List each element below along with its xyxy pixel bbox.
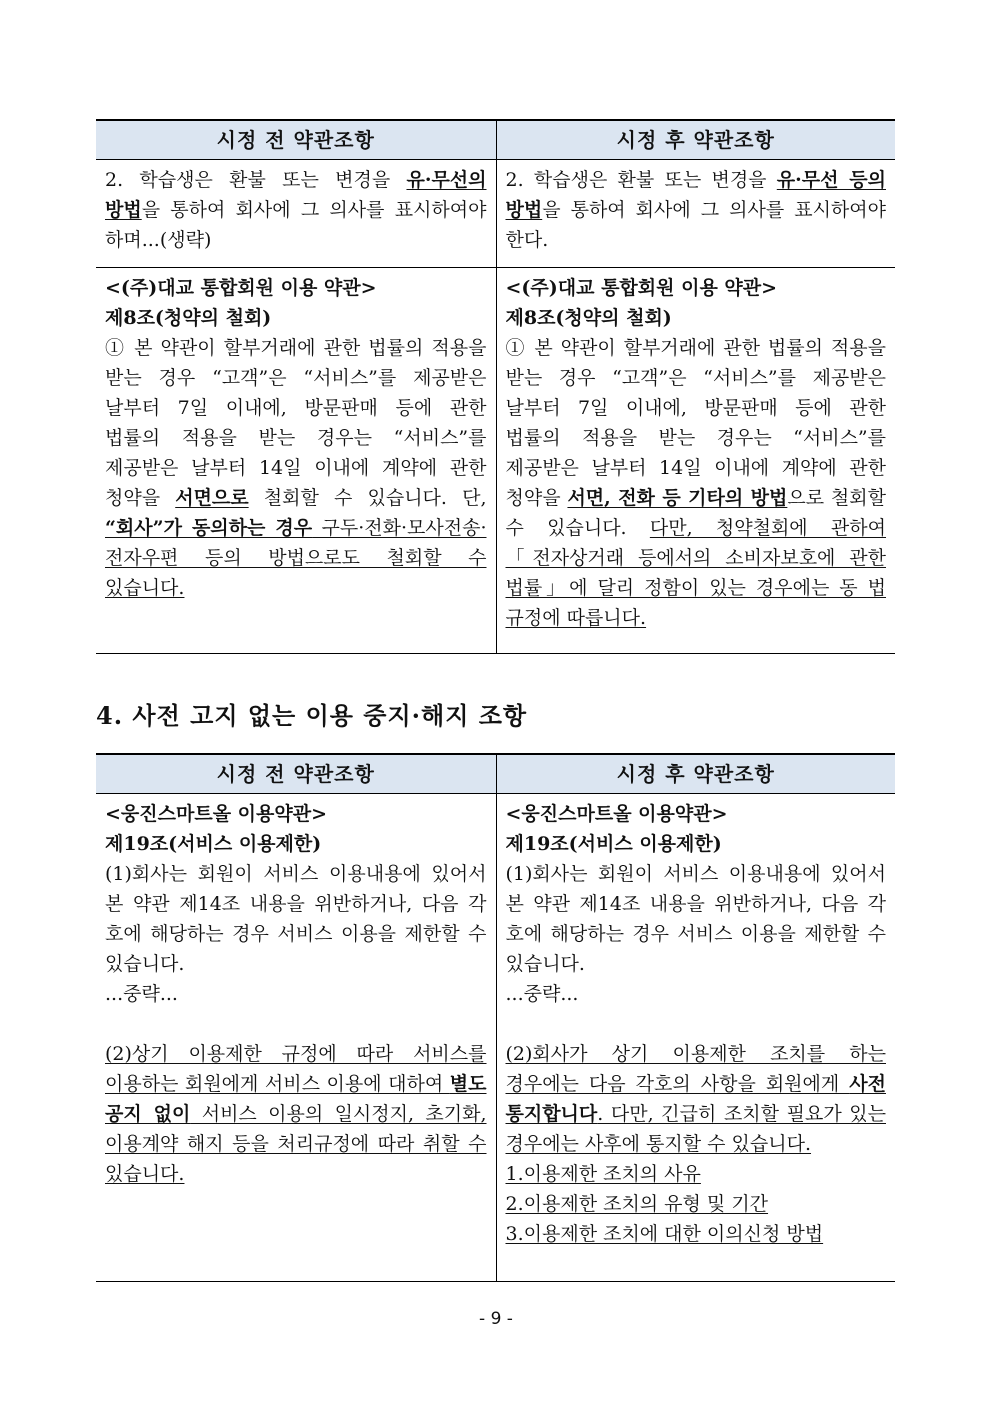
underlined-text: 다만, 청약철회에 관하여 「전자상거래 등에서의 소비자보호에 관한 법률」에 달리 정함이 있는 경우에는 동 법 규정에 따릅니다. — [505, 517, 886, 629]
underlined-text: (2)상기 이용제한 규정에 따라 서비스를 이용하는 회원에게 서비스 이용에 대하여 — [105, 1043, 487, 1095]
underlined-bold-text: “회사”가 동의하는 경우 — [105, 517, 313, 539]
spacer — [105, 1009, 487, 1039]
comparison-table-2 — [96, 753, 895, 1282]
cell-after-refund — [496, 160, 895, 268]
header-after: 시정 후 약관조항 — [496, 120, 895, 160]
comparison-table-1 — [96, 119, 895, 654]
text: 으로 철회할 수 있습니다. — [505, 487, 886, 539]
text: 2. 학습생은 환불 또는 변경을 — [105, 169, 407, 191]
underlined-text: (2)회사가 상기 이용제한 조치를 하는 경우에는 다음 각호의 사항을 회원에게 — [505, 1043, 886, 1095]
underlined-bold-text: 사전 통지합니다 — [505, 1073, 886, 1125]
terms-title: <(주)대교 통합회원 이용 약관> — [505, 277, 778, 299]
list-item: 1.이용제한 조치의 사유 — [505, 1163, 701, 1185]
header-before: 시정 전 약관조항 — [96, 120, 496, 160]
text: 철회할 수 있습니다. 단, — [248, 487, 487, 509]
underlined-bold-text: 서면, 전화 등 기타의 방법 — [567, 487, 788, 509]
text: ① 본 약관이 할부거래에 관한 법률의 적용을 받는 경우 “고객”은 “서비스”를 제공받은 날부터 7일 이내에, 방문판매 등에 관한 법률의 적용을 받는 경우는 “서비스”를 제공받은 날부터 14일 이내에 계약에 관한 청약을 — [105, 337, 487, 509]
text: 을 통하여 회사에 그 의사를 표시하여야 한다. — [505, 199, 886, 251]
list-item: 2.이용제한 조치의 유형 및 기간 — [505, 1193, 769, 1215]
cell-before-refund — [96, 160, 496, 268]
ellipsis: ...중략... — [105, 983, 178, 1005]
terms-title: <웅진스마트올 이용약관> — [505, 803, 728, 825]
text: 을 통하여 회사에 그 의사를 표시하여야 하며...(생략) — [105, 199, 487, 251]
spacer — [506, 1009, 887, 1039]
text: ① 본 약관이 할부거래에 관한 법률의 적용을 받는 경우 “고객”은 “서비스”를 제공받은 날부터 7일 이내에, 방문판매 등에 관한 법률의 적용을 받는 경우는 “서비스”를 제공받은 날부터 14일 이내에 계약에 관한 청약을 — [505, 337, 886, 509]
underlined-bold-text: 유·무선 등의 방법 — [505, 169, 886, 221]
header-before: 시정 전 약관조항 — [96, 754, 496, 794]
paragraph: (1)회사는 회원이 서비스 이용내용에 있어서 본 약관 제14조 내용을 위반하거나, 다음 각 호에 해당하는 경우 서비스 이용을 제한할 수 있습니다. — [105, 863, 487, 975]
section-heading: 4. 사전 고지 없는 이용 중지·해지 조항 — [96, 701, 528, 730]
underlined-text: 서비스 이용의 일시정지, 초기화, 이용계약 해지 등을 처리규정에 따라 취할 수 있습니다. — [105, 1103, 487, 1185]
ellipsis: ...중략... — [505, 983, 579, 1005]
terms-title: <웅진스마트올 이용약관> — [105, 803, 327, 825]
article-title: 제8조(청약의 철회) — [105, 307, 272, 329]
cell-after-restriction — [496, 794, 895, 1282]
page-number: - 9 - — [479, 1309, 513, 1329]
cell-before-restriction — [96, 794, 496, 1282]
header-after: 시정 후 약관조항 — [496, 754, 895, 794]
underlined-text: . 다만, 긴급히 조치할 필요가 있는 경우에는 사후에 통지할 수 있습니다. — [505, 1103, 886, 1155]
underlined-bold-text: 서면으로 — [175, 487, 249, 509]
underlined-bold-text: 유·무선의 방법 — [105, 169, 487, 221]
article-title: 제19조(서비스 이용제한) — [105, 833, 322, 855]
terms-title: <(주)대교 통합회원 이용 약관> — [105, 277, 377, 299]
underlined-text: 구두·전화·모사전송·전자우편 등의 방법으로도 철회할 수 있습니다. — [105, 517, 487, 599]
cell-after-withdrawal — [496, 268, 895, 654]
article-title: 제19조(서비스 이용제한) — [505, 833, 722, 855]
underlined-bold-text: 별도 공지 없이 — [105, 1073, 487, 1125]
paragraph: (1)회사는 회원이 서비스 이용내용에 있어서 본 약관 제14조 내용을 위반하거나, 다음 각 호에 해당하는 경우 서비스 이용을 제한할 수 있습니다. — [505, 863, 886, 975]
text: 2. 학습생은 환불 또는 변경을 — [505, 169, 777, 191]
list-item: 3.이용제한 조치에 대한 이의신청 방법 — [505, 1223, 824, 1245]
cell-before-withdrawal — [96, 268, 496, 654]
article-title: 제8조(청약의 철회) — [505, 307, 672, 329]
